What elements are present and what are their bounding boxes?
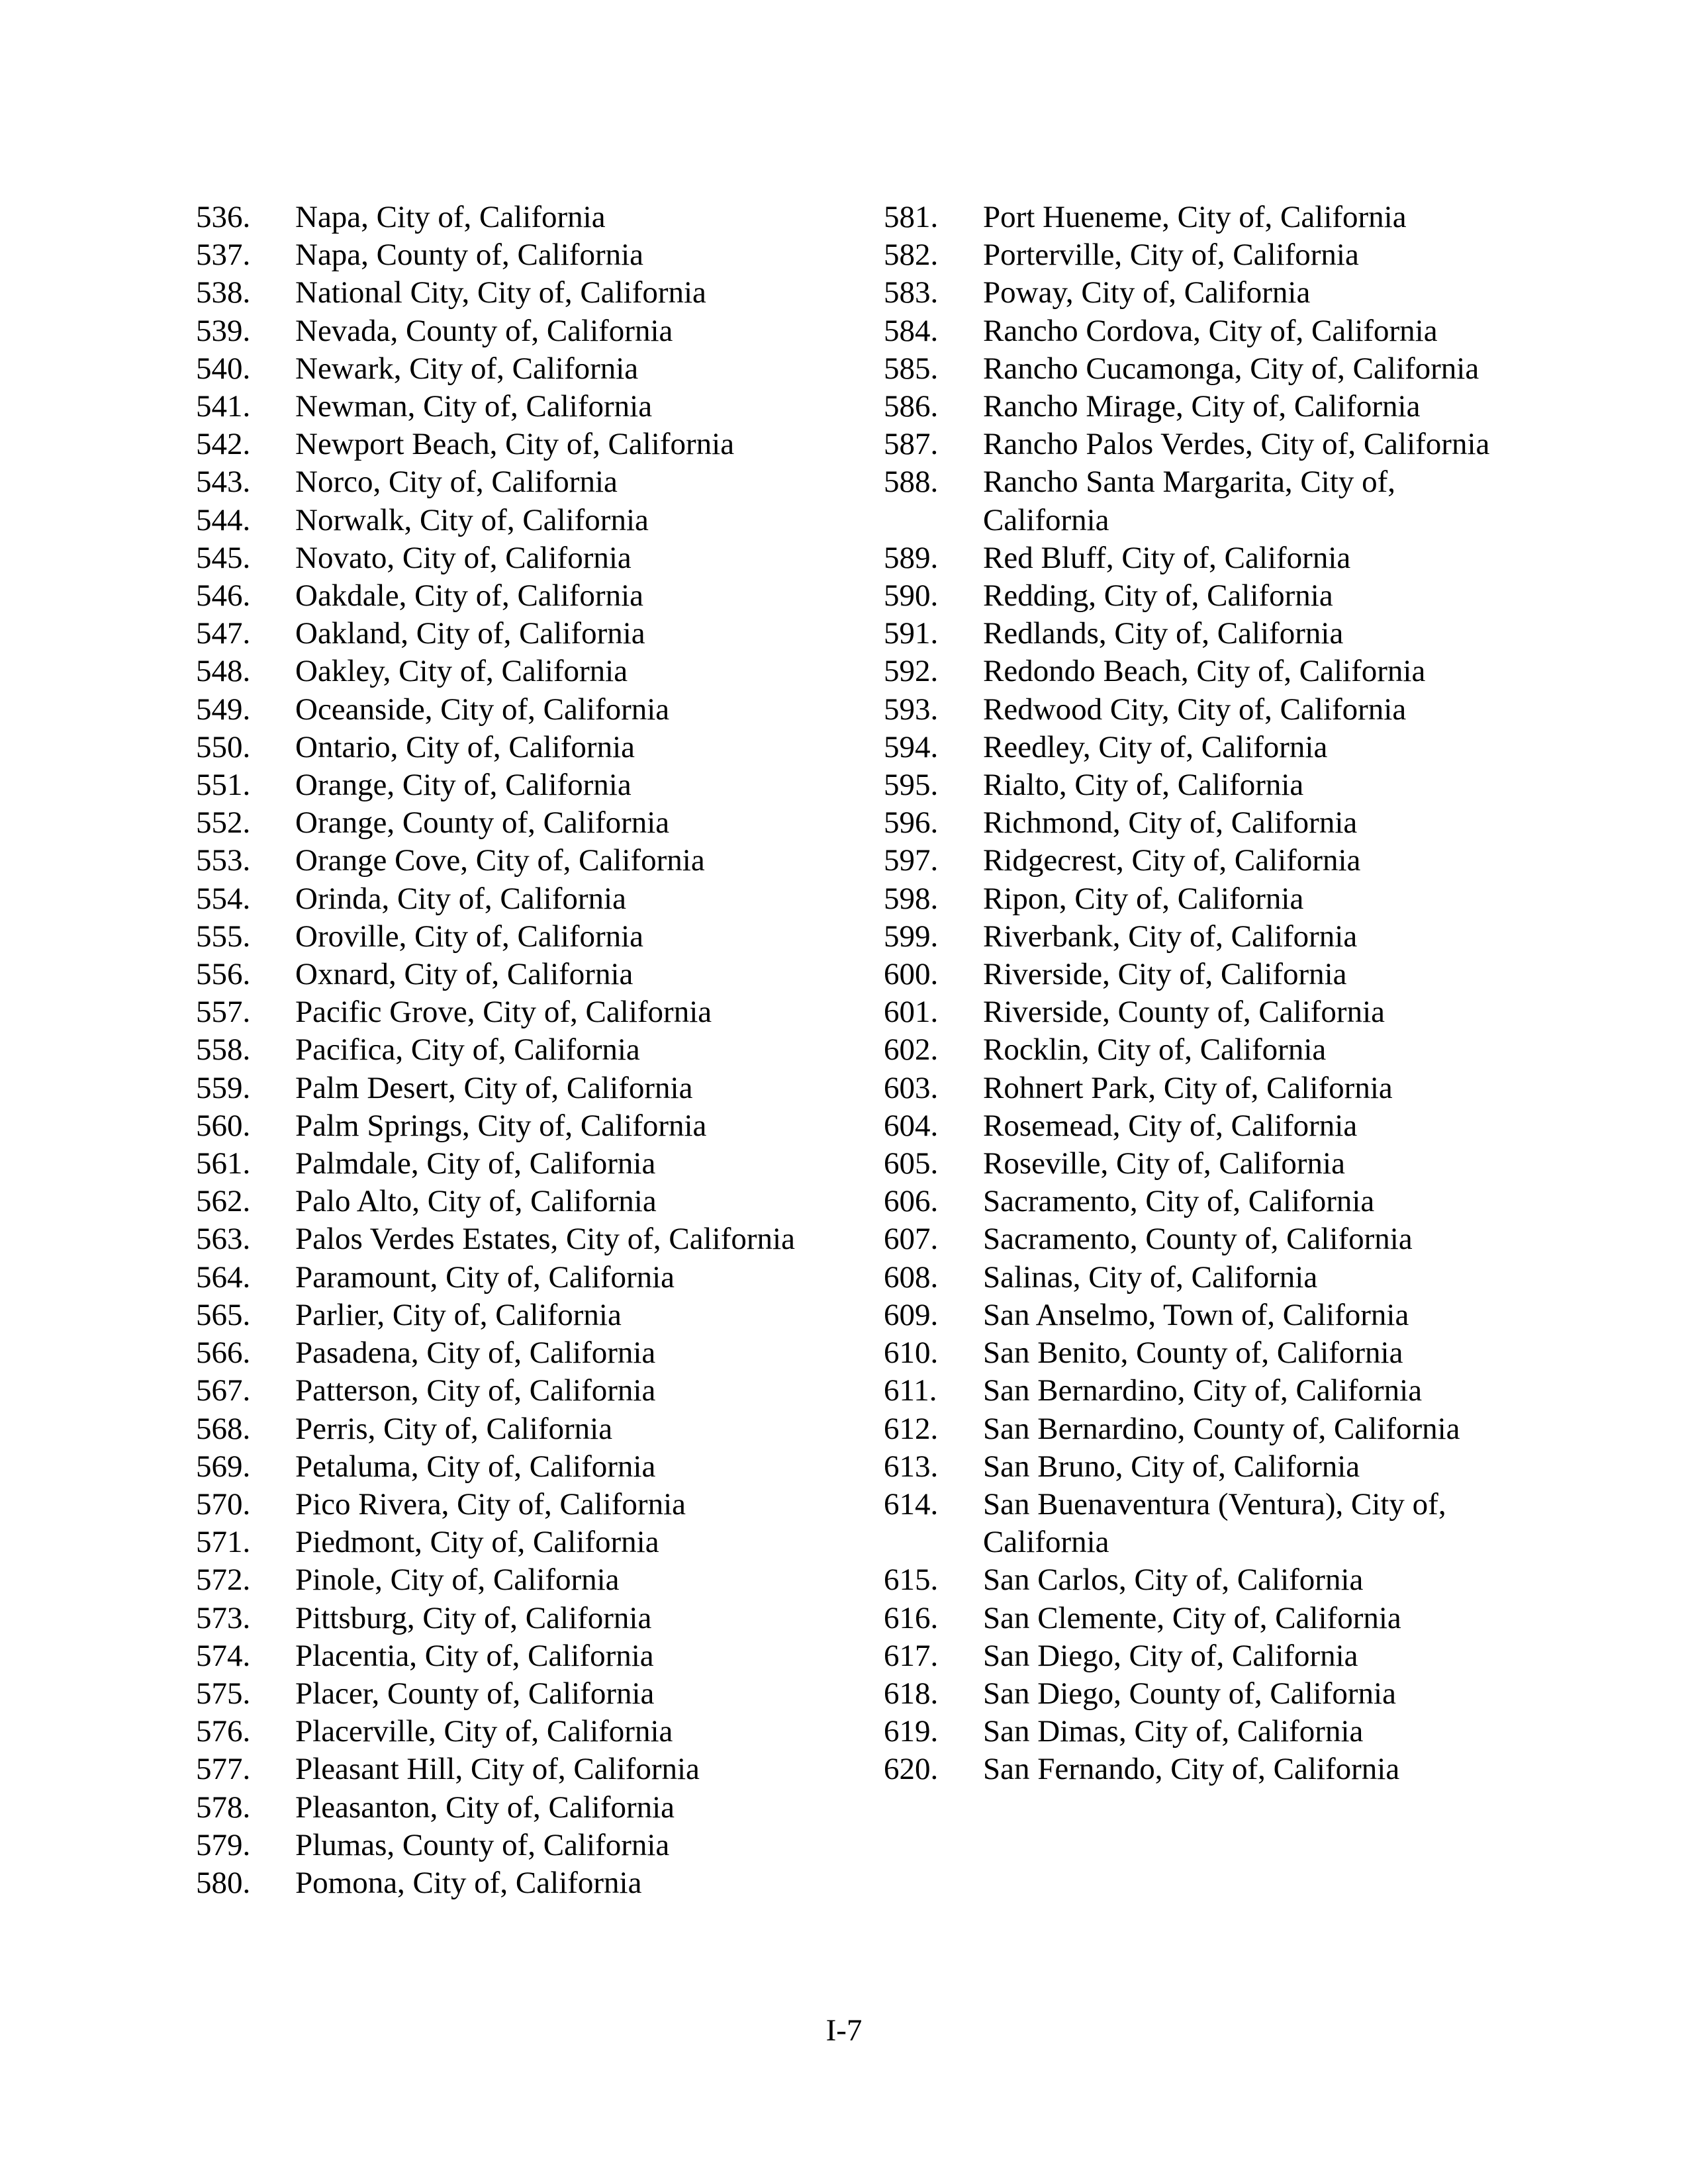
list-item [884,199,1519,236]
item-name: Rancho Palos Verdes, City of, California [983,427,1490,462]
item-name: Rancho Cucamonga, City of, California [983,351,1479,386]
item-name: Pomona, City of, California [295,1865,642,1900]
item-number: 616. [884,1600,939,1635]
item-name: San Bruno, City of, California [983,1449,1360,1484]
item-name: San Carlos, City of, California [983,1563,1364,1598]
item-name: Rosemead, City of, California [983,1108,1358,1143]
item-number: 606. [884,1184,939,1219]
item-number: 543. [196,465,251,500]
item-number: 581. [884,200,939,234]
list-item [884,615,1519,653]
item-name: Pittsburg, City of, California [295,1600,652,1635]
item-number: 563. [196,1222,251,1257]
right-column-list [884,199,1519,1789]
list-item [196,1107,858,1145]
item-name: Orange Cove, City of, California [295,843,705,878]
list-item [884,1637,1519,1675]
list-item [196,463,858,501]
list-item [196,1751,858,1788]
item-name: Rancho Mirage, City of, California [983,389,1421,424]
list-item [884,539,1519,577]
list-item [884,653,1519,690]
list-item [196,1372,858,1410]
item-number: 604. [884,1108,939,1143]
list-item [884,350,1519,388]
list-item [196,615,858,653]
item-name: Oakland, City of, California [295,616,645,651]
list-item [196,1827,858,1864]
item-number: 568. [196,1411,251,1446]
item-name: Oakdale, City of, California [295,578,643,614]
item-number: 546. [196,578,251,614]
list-item [196,804,858,842]
item-name: Rancho Cordova, City of, California [983,313,1438,348]
item-number: 585. [884,351,939,386]
list-item [196,1145,858,1183]
item-number: 597. [884,843,939,878]
item-number: 580. [196,1865,251,1900]
item-name: Pleasant Hill, City of, California [295,1752,700,1787]
item-number: 555. [196,919,251,954]
list-item [196,1183,858,1220]
list-item [196,426,858,463]
item-name: Rohnert Park, City of, California [983,1070,1393,1105]
list-item [884,1561,1519,1599]
item-name: Plumas, County of, California [295,1827,670,1862]
item-name: Parlier, City of, California [295,1297,622,1332]
item-number: 612. [884,1411,939,1446]
list-item [884,312,1519,350]
item-number: 551. [196,768,251,803]
item-name: Placer, County of, California [295,1676,655,1711]
item-number: 618. [884,1676,939,1711]
list-item [196,1637,858,1675]
item-name: Riverside, County of, California [983,995,1385,1030]
item-name: Reedley, City of, California [983,729,1328,764]
list-item [884,1410,1519,1448]
item-number: 592. [884,654,939,689]
item-number: 547. [196,616,251,651]
item-name: Palos Verdes Estates, City of, California [295,1222,795,1257]
item-number: 591. [884,616,939,651]
item-name: Redlands, City of, California [983,616,1344,651]
list-item [884,1372,1519,1410]
list-item [196,388,858,426]
item-name: Sacramento, County of, California [983,1222,1413,1257]
item-number: 609. [884,1297,939,1332]
list-item [196,1069,858,1107]
list-item [884,880,1519,918]
item-number: 552. [196,805,251,841]
list-item [196,1448,858,1486]
item-name: Red Bluff, City of, California [983,540,1351,575]
item-name: San Fernando, City of, California [983,1752,1400,1787]
item-number: 611. [884,1373,937,1408]
item-name: Salinas, City of, California [983,1259,1318,1295]
list-item [196,502,858,539]
item-name: Rialto, City of, California [983,768,1304,803]
item-number: 538. [196,275,251,310]
item-number: 553. [196,843,251,878]
item-name: Paramount, City of, California [295,1259,675,1295]
list-item [884,1220,1519,1258]
item-number: 605. [884,1146,939,1181]
list-item [884,1751,1519,1788]
item-name: National City, City of, California [295,275,706,310]
item-name: Oceanside, City of, California [295,692,670,727]
item-number: 554. [196,881,251,916]
left-column-list [196,199,858,1902]
item-number: 540. [196,351,251,386]
item-name: Redwood City, City of, California [983,692,1407,727]
item-number: 594. [884,729,939,764]
item-number: 587. [884,427,939,462]
item-number: 595. [884,768,939,803]
list-item [884,1145,1519,1183]
item-number: 575. [196,1676,251,1711]
list-item [884,956,1519,993]
item-number: 541. [196,389,251,424]
item-name: Newport Beach, City of, California [295,427,735,462]
item-name: San Dimas, City of, California [983,1714,1364,1749]
item-name: San Benito, County of, California [983,1336,1403,1371]
item-name: Oxnard, City of, California [295,957,633,992]
list-item [884,577,1519,615]
list-item [884,236,1519,274]
list-item [196,729,858,766]
item-number: 549. [196,692,251,727]
item-number: 561. [196,1146,251,1181]
item-name: Sacramento, City of, California [983,1184,1375,1219]
list-item [884,804,1519,842]
list-item [884,274,1519,312]
item-number: 607. [884,1222,939,1257]
item-number: 601. [884,995,939,1030]
list-item [884,1297,1519,1334]
list-item [884,1031,1519,1069]
item-number: 588. [884,465,939,500]
item-number: 559. [196,1070,251,1105]
item-name: Richmond, City of, California [983,805,1358,841]
item-name: Palo Alto, City of, California [295,1184,657,1219]
item-number: 619. [884,1714,939,1749]
list-item [884,388,1519,426]
item-number: 577. [196,1752,251,1787]
list-item [196,918,858,956]
list-item [196,880,858,918]
item-number: 614. [884,1486,939,1522]
item-number: 582. [884,238,939,273]
list-item [196,312,858,350]
list-item [196,1334,858,1372]
item-number: 576. [196,1714,251,1749]
item-name: Oakley, City of, California [295,654,628,689]
item-number: 536. [196,200,251,234]
list-item [196,1259,858,1297]
item-number: 586. [884,389,939,424]
list-item [196,1486,858,1524]
item-name: Placerville, City of, California [295,1714,673,1749]
item-name: San Diego, City of, California [983,1638,1358,1673]
item-number: 556. [196,957,251,992]
item-name: Pasadena, City of, California [295,1336,656,1371]
list-item [196,350,858,388]
item-number: 602. [884,1032,939,1068]
item-name: Riverbank, City of, California [983,919,1358,954]
item-number: 610. [884,1336,939,1371]
item-number: 573. [196,1600,251,1635]
item-number: 590. [884,578,939,614]
item-name: Pleasanton, City of, California [295,1790,675,1825]
item-name: Riverside, City of, California [983,957,1347,992]
item-name: San Anselmo, Town of, California [983,1297,1409,1332]
item-name: Napa, City of, California [295,200,606,234]
item-name: Rocklin, City of, California [983,1032,1327,1068]
item-number: 562. [196,1184,251,1219]
item-name: Orange, City of, California [295,768,632,803]
item-name: Norwalk, City of, California [295,502,649,537]
item-name: Placentia, City of, California [295,1638,654,1673]
item-number: 603. [884,1070,939,1105]
item-number: 560. [196,1108,251,1143]
list-item [196,993,858,1031]
list-item [196,1524,858,1561]
item-name: Porterville, City of, California [983,238,1359,273]
item-number: 564. [196,1259,251,1295]
item-number: 558. [196,1032,251,1068]
list-item [884,691,1519,729]
item-name: Palm Desert, City of, California [295,1070,693,1105]
list-item [884,1183,1519,1220]
item-name: Port Hueneme, City of, California [983,200,1407,234]
item-name: Orange, County of, California [295,805,670,841]
list-item [884,463,1519,539]
list-item [196,1410,858,1448]
list-item [884,1107,1519,1145]
list-item [196,199,858,236]
list-item [196,274,858,312]
item-number: 596. [884,805,939,841]
item-number: 565. [196,1297,251,1332]
item-name: Petaluma, City of, California [295,1449,656,1484]
item-name: Patterson, City of, California [295,1373,656,1408]
item-name: San Buenaventura (Ventura), City of, California [983,1486,1446,1560]
list-item [884,1069,1519,1107]
item-number: 620. [884,1752,939,1787]
item-name: Roseville, City of, California [983,1146,1345,1181]
list-item [196,842,858,880]
item-name: Perris, City of, California [295,1411,613,1446]
item-number: 567. [196,1373,251,1408]
list-item [196,1864,858,1902]
item-name: Ripon, City of, California [983,881,1304,916]
list-item [884,426,1519,463]
item-number: 574. [196,1638,251,1673]
item-name: Palm Springs, City of, California [295,1108,707,1143]
item-name: Pacific Grove, City of, California [295,995,712,1030]
item-number: 598. [884,881,939,916]
item-name: Poway, City of, California [983,275,1311,310]
list-item [196,766,858,804]
item-number: 599. [884,919,939,954]
item-number: 578. [196,1790,251,1825]
item-number: 570. [196,1486,251,1522]
item-name: Piedmont, City of, California [295,1525,659,1560]
item-number: 544. [196,502,251,537]
item-name: San Clemente, City of, California [983,1600,1401,1635]
item-number: 539. [196,313,251,348]
list-item [884,1713,1519,1751]
item-name: Pico Rivera, City of, California [295,1486,686,1522]
item-number: 584. [884,313,939,348]
item-name: Oroville, City of, California [295,919,644,954]
item-number: 548. [196,654,251,689]
item-number: 572. [196,1563,251,1598]
item-number: 545. [196,540,251,575]
item-name: San Bernardino, City of, California [983,1373,1423,1408]
item-name: Redondo Beach, City of, California [983,654,1426,689]
item-number: 550. [196,729,251,764]
list-item [196,691,858,729]
list-item [884,1675,1519,1713]
list-item [196,1031,858,1069]
list-item [196,1675,858,1713]
item-number: 608. [884,1259,939,1295]
item-name: Norco, City of, California [295,465,618,500]
item-name: Rancho Santa Margarita, City of, California [983,465,1396,537]
list-item [884,1259,1519,1297]
page-number: I-7 [825,2013,863,2048]
item-name: Newark, City of, California [295,351,639,386]
list-item [196,1297,858,1334]
list-item [884,1486,1519,1561]
item-name: Redding, City of, California [983,578,1333,614]
item-number: 617. [884,1638,939,1673]
list-item [196,577,858,615]
list-item [884,1600,1519,1637]
list-item [196,1561,858,1599]
list-item [196,1600,858,1637]
item-name: Nevada, County of, California [295,313,673,348]
list-item [884,766,1519,804]
item-number: 615. [884,1563,939,1598]
item-number: 593. [884,692,939,727]
item-number: 589. [884,540,939,575]
list-item [884,1448,1519,1486]
list-item [196,539,858,577]
item-number: 557. [196,995,251,1030]
item-name: Ontario, City of, California [295,729,635,764]
item-name: Newman, City of, California [295,389,653,424]
item-number: 542. [196,427,251,462]
item-name: Pinole, City of, California [295,1563,620,1598]
list-item [196,236,858,274]
list-item [884,993,1519,1031]
item-number: 600. [884,957,939,992]
list-item [196,653,858,690]
item-name: San Bernardino, County of, California [983,1411,1460,1446]
list-item [884,918,1519,956]
list-item [196,1713,858,1751]
item-number: 613. [884,1449,939,1484]
list-item [884,729,1519,766]
item-name: Orinda, City of, California [295,881,626,916]
list-item [884,1334,1519,1372]
item-number: 583. [884,275,939,310]
item-number: 571. [196,1525,251,1560]
list-item [884,842,1519,880]
list-item [196,1220,858,1258]
item-name: Palmdale, City of, California [295,1146,656,1181]
list-item [196,956,858,993]
item-name: Novato, City of, California [295,540,632,575]
item-name: Napa, County of, California [295,238,644,273]
item-number: 579. [196,1827,251,1862]
list-item [196,1789,858,1827]
item-name: Ridgecrest, City of, California [983,843,1361,878]
item-number: 569. [196,1449,251,1484]
item-name: Pacifica, City of, California [295,1032,640,1068]
item-number: 566. [196,1336,251,1371]
item-number: 537. [196,238,251,273]
item-name: San Diego, County of, California [983,1676,1396,1711]
